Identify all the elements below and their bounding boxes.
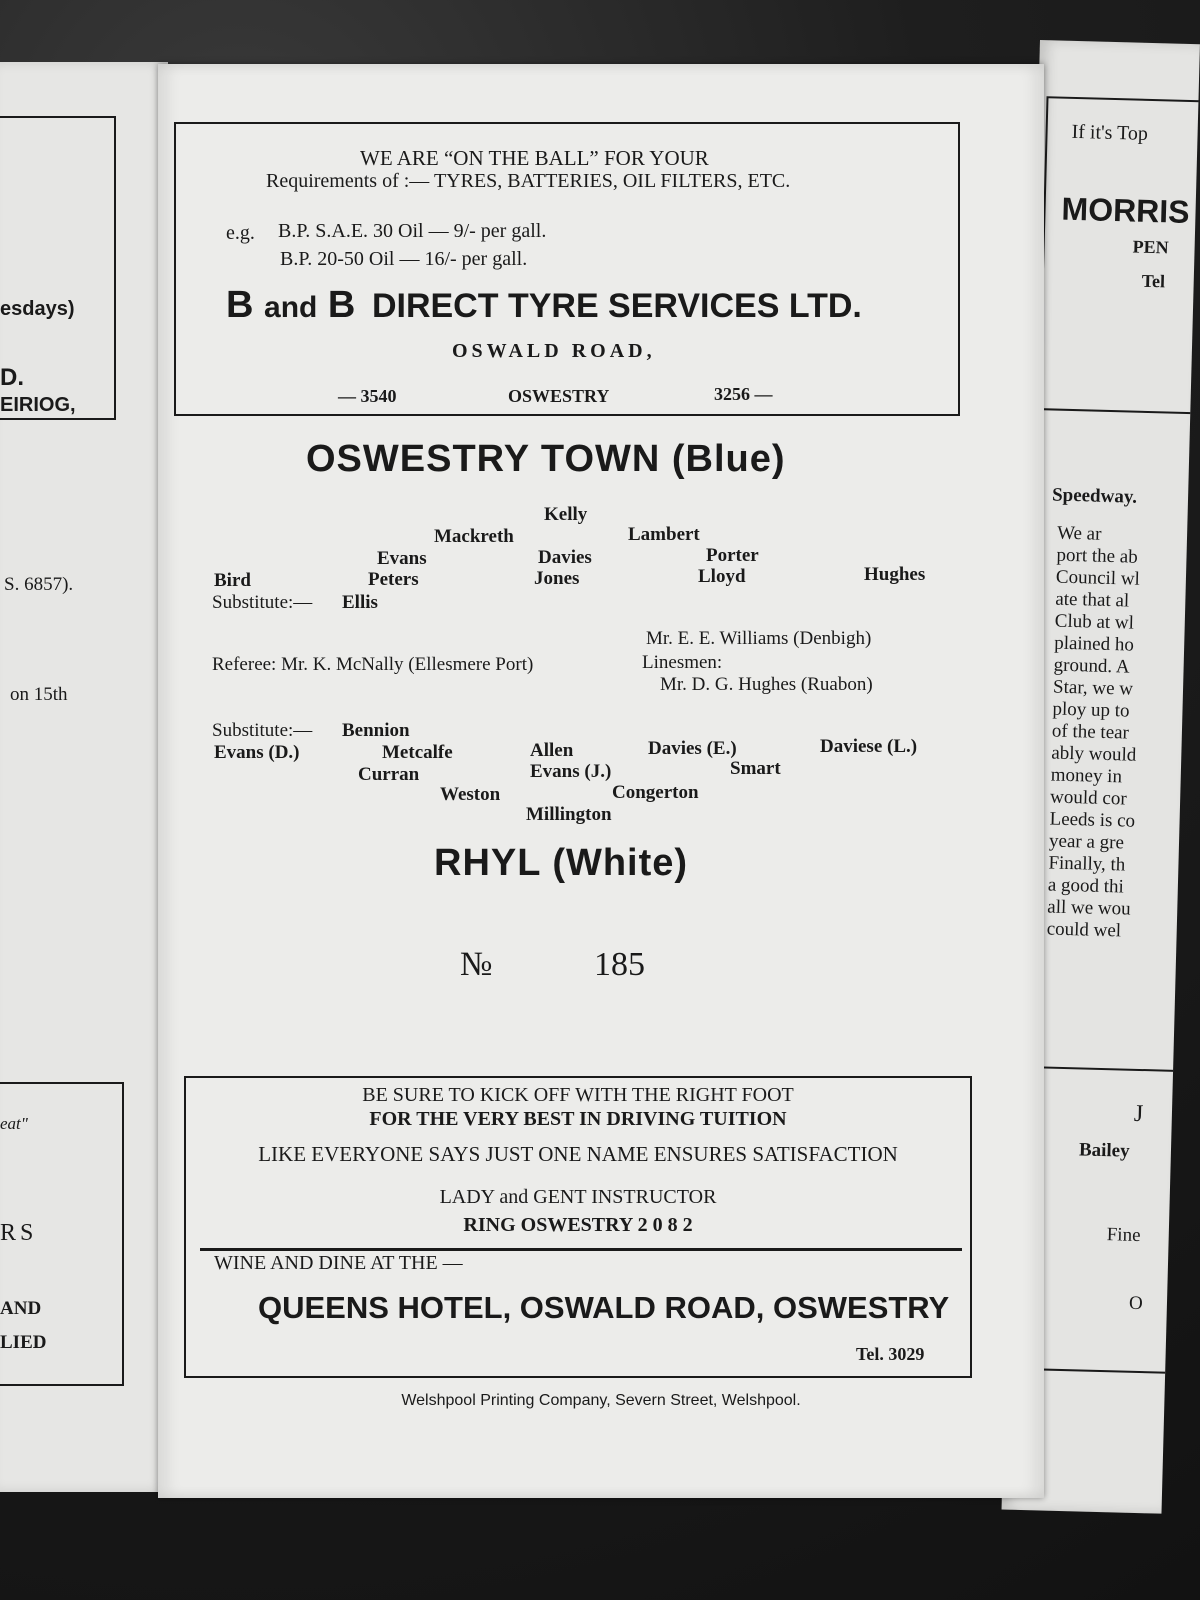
right-fragment: MORRIS	[1061, 190, 1191, 230]
driving-ad-line5: RING OSWESTRY 2 0 8 2	[463, 1214, 693, 1236]
right-article-line: would cor	[1049, 786, 1127, 810]
right-fragment: Bailey	[1078, 1139, 1130, 1162]
right-article-line: could wel	[1046, 918, 1122, 942]
away-player: Weston	[440, 784, 501, 805]
tyre-ad-line2: Requirements of :— TYRES, BATTERIES, OIL FILTERS, ETC.	[266, 170, 791, 192]
home-player: Davies	[538, 547, 592, 568]
tyre-company-name	[226, 284, 862, 327]
right-article-line: year a gre	[1048, 830, 1125, 854]
company-b2: B	[327, 284, 356, 326]
company-rest: DIRECT TYRE SERVICES LTD.	[371, 287, 862, 325]
home-player: Lloyd	[698, 566, 746, 587]
left-fragment: eat"	[0, 1114, 28, 1133]
away-player: Evans (D.)	[214, 742, 300, 763]
programme-number-symbol: №	[460, 946, 493, 983]
away-player: Curran	[358, 764, 420, 785]
linesman-1: Mr. E. E. Williams (Denbigh)	[646, 628, 872, 649]
away-player: Metcalfe	[382, 742, 453, 763]
left-fragment: D.	[0, 364, 24, 391]
tyre-ad-price2: B.P. 20-50 Oil — 16/- per gall.	[280, 248, 528, 270]
left-fragment: S. 6857).	[4, 574, 74, 595]
left-fragment: EIRIOG,	[0, 394, 76, 416]
driving-and-hotel-advert	[184, 1076, 972, 1378]
left-ad-box-top	[0, 116, 116, 420]
right-article-line: Finally, th	[1048, 852, 1126, 876]
right-article-line: all we wou	[1047, 896, 1131, 920]
tyre-ad-address: OSWALD ROAD,	[452, 340, 656, 362]
tyre-advert	[174, 122, 960, 416]
company-b1: B	[226, 284, 254, 326]
tyre-ad-price1: B.P. S.A.E. 30 Oil — 9/- per gall.	[278, 220, 547, 242]
right-article-line: ploy up to	[1052, 698, 1130, 722]
tyre-ad-tel-left: — 3540	[338, 386, 397, 406]
right-article-line: Star, we w	[1052, 676, 1134, 700]
left-fragment: AND	[0, 1298, 42, 1319]
left-fragment: RS	[0, 1220, 38, 1246]
printer-credit: Welshpool Printing Company, Severn Street, Welshpool.	[401, 1392, 801, 1409]
right-article-line: Leeds is co	[1049, 808, 1136, 832]
away-player: Evans (J.)	[530, 761, 612, 782]
linesmen-label: Linesmen:	[642, 652, 723, 673]
tyre-ad-town: OSWESTRY	[508, 386, 610, 406]
right-article-line: money in	[1050, 764, 1123, 788]
right-fragment: O	[1128, 1292, 1143, 1315]
right-article-line: ground. A	[1053, 654, 1130, 678]
away-player: Allen	[530, 740, 574, 761]
away-player: Daviese (L.)	[820, 736, 918, 757]
referee: Referee: Mr. K. McNally (Ellesmere Port)	[212, 654, 534, 675]
tyre-ad-tel-right: 3256 —	[714, 384, 773, 404]
left-fragment: LIED	[0, 1332, 47, 1353]
home-player: Hughes	[864, 564, 926, 585]
driving-ad-line3: LIKE EVERYONE SAYS JUST ONE NAME ENSURES SATISFACTION	[258, 1142, 898, 1166]
away-player: Smart	[730, 758, 781, 779]
home-player: Peters	[368, 569, 419, 590]
home-substitute-label: Substitute:—	[212, 592, 313, 613]
home-player: Jones	[534, 568, 580, 589]
away-substitute: Bennion	[342, 720, 410, 741]
home-team-title: OSWESTRY TOWN (Blue)	[306, 438, 786, 480]
right-article-line: plained ho	[1053, 632, 1135, 656]
right-article-line: We ar	[1056, 522, 1102, 545]
away-player: Congerton	[612, 782, 699, 803]
tyre-ad-eg: e.g.	[226, 222, 255, 244]
left-page	[0, 62, 168, 1492]
right-article-line: of the tear	[1051, 720, 1130, 744]
right-fragment: If it's Top	[1071, 120, 1149, 145]
programme-number: 185	[594, 946, 645, 983]
hotel-ad-name: QUEENS HOTEL, OSWALD ROAD, OSWESTRY	[258, 1290, 950, 1325]
right-article	[1046, 523, 1197, 945]
right-speedway-heading: Speedway.	[1051, 484, 1138, 508]
left-fragment: on 15th	[10, 684, 68, 705]
hotel-ad-tel: Tel. 3029	[856, 1344, 925, 1364]
right-article-line: a good thi	[1047, 874, 1125, 898]
right-article-line: port the ab	[1056, 544, 1139, 568]
right-fragment: Fine	[1106, 1224, 1141, 1247]
linesman-2: Mr. D. G. Hughes (Ruabon)	[660, 674, 873, 695]
right-article-line: Club at wl	[1054, 610, 1135, 634]
right-article-line: ably would	[1051, 742, 1137, 766]
home-player: Bird	[214, 570, 251, 591]
hotel-ad-intro: WINE AND DINE AT THE —	[214, 1252, 463, 1274]
home-player: Lambert	[628, 524, 700, 545]
driving-ad-line1: BE SURE TO KICK OFF WITH THE RIGHT FOOT	[362, 1084, 794, 1106]
right-fragment: Tel	[1141, 270, 1166, 292]
right-article-line: Council wl	[1055, 566, 1141, 590]
left-ad-box-bottom	[0, 1082, 124, 1386]
away-team-title: RHYL (White)	[434, 842, 689, 884]
right-fragment: PEN	[1132, 236, 1169, 258]
away-player: Davies (E.)	[648, 738, 737, 759]
right-article-line: ate that al	[1055, 588, 1130, 612]
home-substitute: Ellis	[342, 592, 378, 613]
driving-ad-line2: FOR THE VERY BEST IN DRIVING TUITION	[369, 1108, 787, 1130]
right-fragment: J	[1133, 1100, 1144, 1128]
away-player: Millington	[526, 804, 612, 825]
tyre-ad-line1: WE ARE “ON THE BALL” FOR YOUR	[360, 146, 709, 170]
home-player: Porter	[706, 545, 759, 566]
company-and: and	[264, 291, 318, 324]
center-page	[158, 64, 1044, 1498]
advert-divider	[200, 1248, 962, 1251]
away-substitute-label: Substitute:—	[212, 720, 313, 741]
home-player: Evans	[377, 548, 427, 569]
left-fragment: esdays)	[0, 298, 75, 320]
right-ad-box-top	[1038, 96, 1200, 414]
home-player: Kelly	[544, 504, 588, 525]
home-player: Mackreth	[434, 526, 514, 547]
driving-ad-line4: LADY and GENT INSTRUCTOR	[439, 1186, 717, 1208]
